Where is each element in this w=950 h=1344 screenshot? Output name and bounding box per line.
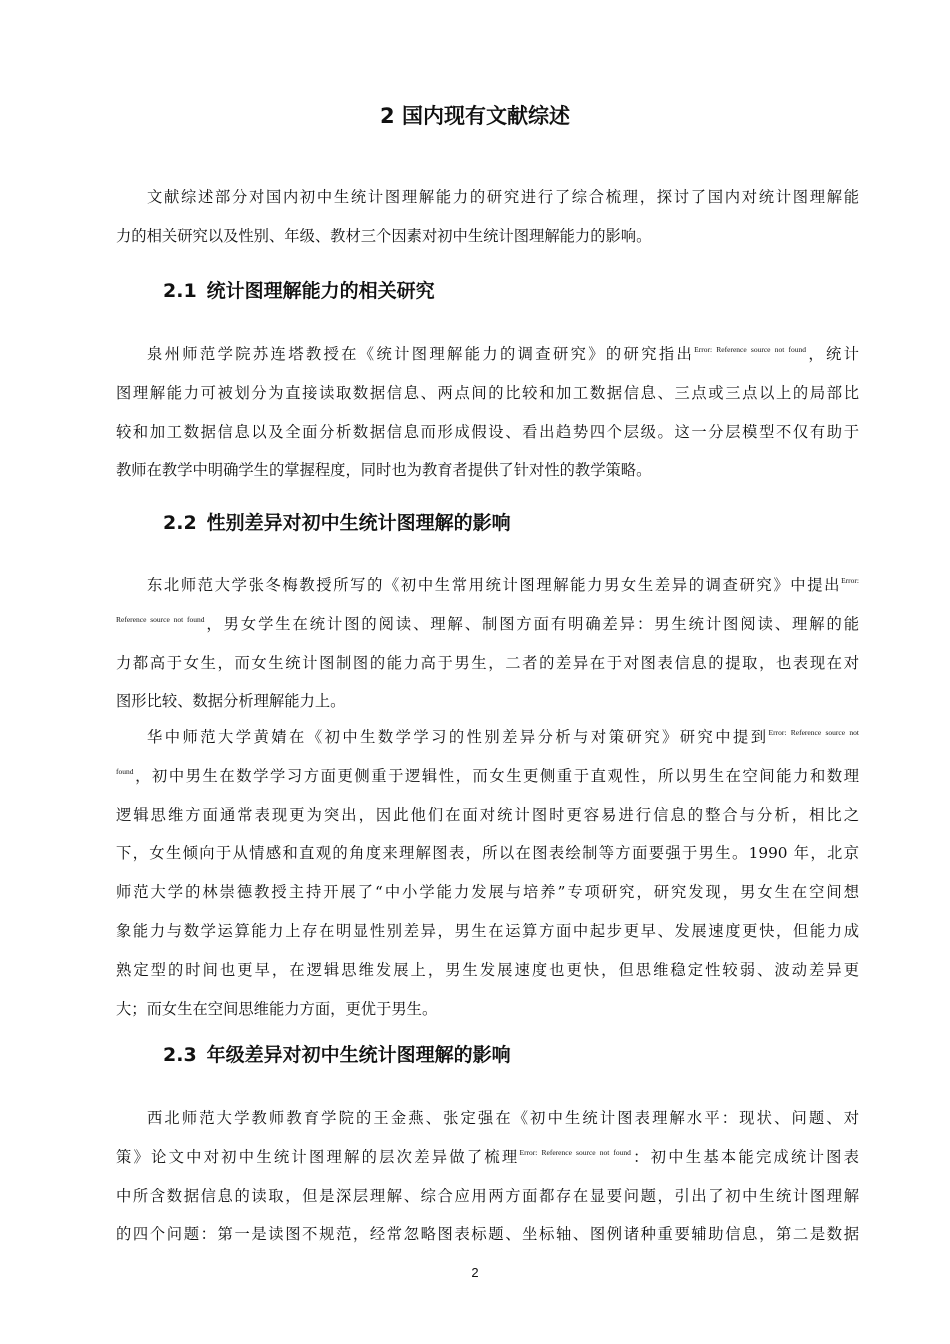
- text-line: 中所含数据信息的读取，但是深层理解、综合应用两方面都存在显要问题，引出了初中生统计图理解: [116, 1186, 859, 1205]
- reference-error: found: [116, 766, 134, 776]
- section-heading-2-2: [163, 508, 511, 538]
- text-line: 下，女生倾向于从情感和直观的角度来理解图表，所以在图表绘制等方面要强于男生。1990 年，北京: [116, 844, 859, 863]
- text-run: ，初中男生在数学学习方面更侧重于逻辑性，而女生更侧重于直观性，所以男生在空间能力和数理: [133, 766, 859, 785]
- section-title: 性别差异对初中生统计图理解的影响: [206, 512, 511, 534]
- text-line: 力都高于女生，而女生统计图制图的能力高于男生，二者的差异在于对图表信息的提取，也表现在对: [116, 653, 859, 672]
- section-2-2-paragraph-1: [116, 566, 859, 721]
- text-line: 大；而女生在空间思维能力方面，更优于男生。: [116, 999, 438, 1018]
- text-line: [116, 757, 859, 796]
- text-run: ，男女学生在统计图的阅读、理解、制图方面有明确差异：男生统计图阅读、理解的能: [204, 614, 859, 633]
- text-line: 师范大学的林崇德教授主持开展了“中小学能力发展与培养”专项研究，研究发现，男女生在空间想: [116, 883, 859, 902]
- text-run: 策》论文中对初中生统计图理解的层次差异做了梳理: [116, 1147, 520, 1166]
- chapter-title: 2 国内现有文献综述: [380, 104, 570, 128]
- text-run: 华中师范大学黄婧在《初中生数学学习的性别差异分析与对策研究》研究中提到: [147, 728, 769, 746]
- text-line: 的四个问题：第一是读图不规范，经常忽略图表标题、坐标轴、图例诸种重要辅助信息，第二是数据: [116, 1225, 859, 1244]
- text-line: 逻辑思维方面通常表现更为突出，因此他们在面对统计图时更容易进行信息的整合与分析，相比之: [116, 805, 859, 824]
- text-line: [116, 335, 859, 374]
- section-heading-2-3: [163, 1040, 511, 1070]
- section-number: 2.2: [163, 512, 197, 534]
- text-run: 泉州师范学院苏连塔教授在《统计图理解能力的调查研究》的研究指出: [147, 345, 695, 363]
- reference-error: Reference source not found: [116, 614, 205, 624]
- text-line: 熟定型的时间也更早，在逻辑思维发展上，男生发展速度也更快，但思维稳定性较弱、波动差异更: [116, 960, 859, 979]
- text-run: ：初中生基本能完成统计图表: [630, 1147, 859, 1166]
- text-line: [116, 718, 859, 757]
- text-line: 文献综述部分对国内初中生统计图理解能力的研究进行了综合梳理，探讨了国内对统计图理解能: [147, 188, 859, 206]
- section-heading-2-1: [163, 276, 435, 306]
- reference-error: Error: Reference source not found: [519, 1147, 631, 1157]
- section-2-2-paragraph-2: [116, 718, 859, 1028]
- intro-paragraph: [116, 178, 859, 256]
- text-line: 力的相关研究以及性别、年级、教材三个因素对初中生统计图理解能力的影响。: [116, 226, 652, 245]
- text-line: [116, 566, 859, 605]
- text-line: [116, 605, 859, 644]
- page-number: 2: [471, 1265, 479, 1280]
- text-run: 东北师范大学张冬梅教授所写的《初中生常用统计图理解能力男女生差异的调查研究》中提出: [147, 576, 842, 594]
- reference-error: Error: Reference source not: [768, 728, 859, 737]
- reference-error: Error: Reference source not found: [694, 345, 807, 354]
- text-line: [116, 1138, 859, 1177]
- section-title: 统计图理解能力的相关研究: [206, 280, 435, 302]
- text-line: 教师在教学中明确学生的掌握程度，同时也为教育者提供了针对性的教学策略。: [116, 461, 652, 480]
- text-line: 图理解能力可被划分为直接读取数据信息、两点间的比较和加工数据信息、三点或三点以上的局部比: [116, 383, 859, 402]
- section-title: 年级差异对初中生统计图理解的影响: [206, 1044, 511, 1066]
- section-number: 2.3: [163, 1044, 197, 1066]
- text-line: 西北师范大学教师教育学院的王金燕、张定强在《初中生统计图表理解水平：现状、问题、对: [147, 1109, 859, 1127]
- text-line: 图形比较、数据分析理解能力上。: [116, 692, 346, 711]
- section-2-1-paragraph-1: [116, 335, 859, 490]
- text-run: ，统计: [806, 345, 859, 363]
- reference-error: Error:: [841, 576, 859, 585]
- section-number: 2.1: [163, 280, 197, 302]
- text-line: 象能力与数学运算能力上存在明显性别差异，男生在运算方面中起步更早、发展速度更快，但能力成: [116, 921, 859, 940]
- text-line: 较和加工数据信息以及全面分析数据信息而形成假设、看出趋势四个层级。这一分层模型不仅有助于: [116, 422, 859, 441]
- section-2-3-paragraph-1: [116, 1099, 859, 1254]
